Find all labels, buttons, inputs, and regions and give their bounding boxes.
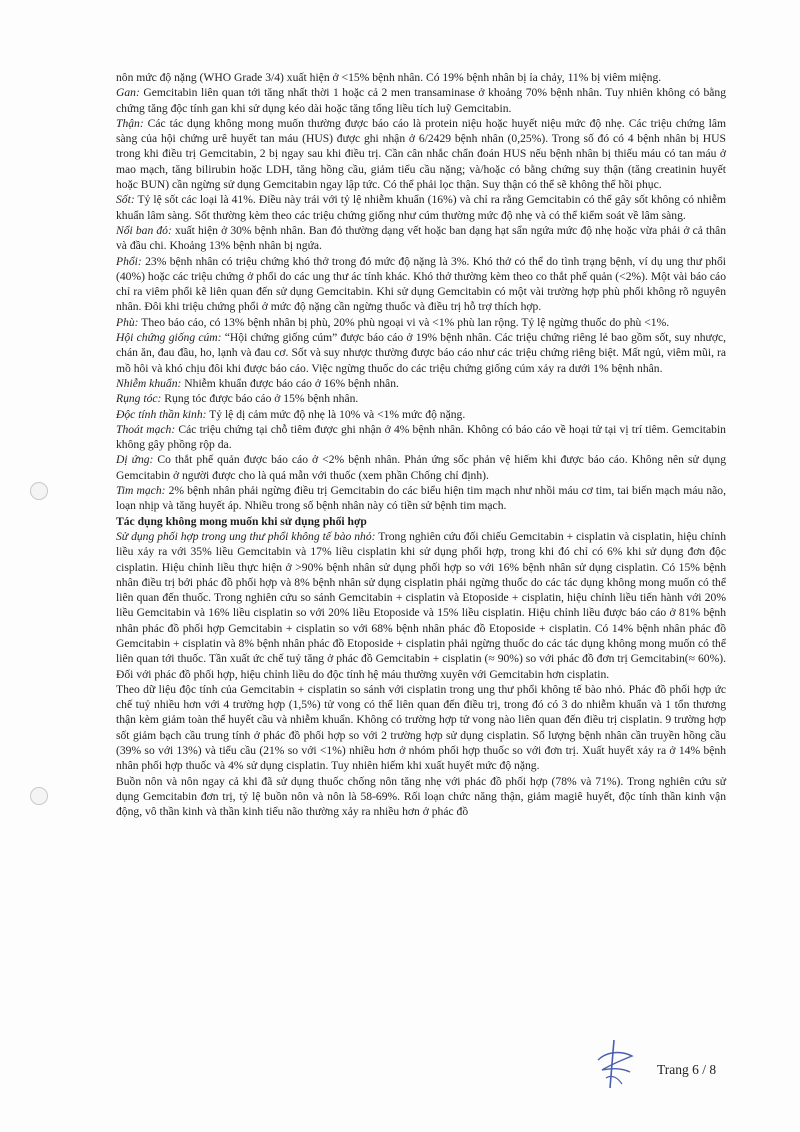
paragraph: [116, 85, 726, 116]
paragraph-label: Rụng tóc:: [116, 392, 162, 406]
page-number: Trang 6 / 8: [657, 1062, 717, 1077]
adverse-effects-list: [116, 70, 726, 514]
paragraph: [116, 682, 726, 774]
paragraph-label: Hội chứng giống cúm:: [116, 331, 222, 345]
paragraph-text: 23% bệnh nhân có triệu chứng khó thở trong đó mức độ nặng là 3%. Khó thở có thể do tình trạng bệnh, ví dụ ung thư phổi (40%) hoặc các triệu chứng ở phổi do các ung thư ác tính khác. Khó thở thường kèm theo co thắt phế quản (<2%). Một vài báo cáo chỉ ra viêm phổi kẽ liên quan đến sử dụng Gemcitabin. Khi sử dụng Gemcitabin có một vài trường hợp phù phổi không rõ nguyên nhân. Đôi khi triệu chứng phổi ở mức độ nặng cần ngừng thuốc và điều trị hỗ trợ thích hợp.: [116, 254, 726, 314]
paragraph: [116, 70, 726, 85]
paragraph: [116, 223, 726, 254]
signature-initial: [592, 1038, 636, 1090]
paragraph-text: Trong nghiên cứu đối chiếu Gemcitabin + cisplatin và cisplatin, hiệu chỉnh liều xảy ra với 35% liều Gemcitabin và 17% liều cisplatin khi sử dụng phối hợp, trong khi đó chỉ có 6% khi sử dụng đơn độc cisplatin. Hiệu chỉnh liều thực hiện ở >90% bệnh nhân sử dụng phối hợp so với 16% bệnh nhân sử dụng cisplatin. Có 15% bệnh nhân điều trị bởi phác đồ phối hợp và 8% bệnh nhân sử dụng cisplatin phải ngừng thuốc do các tác dụng không mong muốn có thể liên quan đến thuốc. Trong nghiên cứu so sánh Gemcitabin + cisplatin và Etoposide + cisplatin, hiệu chỉnh liều tiến hành với 20% liều Gemcitabin và 16% liều cisplatin so với 20% liều Etoposide và 15% liều cisplatin. Hiệu chỉnh liều được báo cáo ở 81% bệnh nhân phác đồ phối hợp Gemcitabin + cisplatin so với 68% bệnh nhân phác đồ Etoposide + cisplatin. Có 14% bệnh nhân phác đồ Gemcitabin + cisplatin và 8% bệnh nhân phác đồ Etoposide + cisplatin phải ngừng thuốc do các tác dụng không mong muốn có thể liên quan tới thuốc. Tần xuất ức chế tuỷ tăng ở phác đồ Gemcitabin + cisplatin (≈ 90%) so với phác đồ đơn trị Gemcitabin(≈ 60%). Đối với phác đồ phối hợp, hiệu chỉnh liều do độc tính hệ máu thường xuyên với Gemcitabin hơn cisplatin.: [116, 529, 726, 681]
document-body: [116, 70, 726, 820]
paragraph-label: Nổi ban đỏ:: [116, 223, 172, 237]
paragraph: [116, 483, 726, 514]
combination-effects-list: [116, 529, 726, 820]
paragraph-text: xuất hiện ở 30% bệnh nhân. Ban đỏ thường dạng vết hoặc ban dạng hạt sẩn ngứa mức độ nhẹ hoặc vừa phải ở cả thân và đầu chi. Khoảng 13% bệnh nhân bị ngứa.: [116, 223, 726, 253]
paragraph-text: Tỷ lệ sốt các loại là 41%. Điều này trái với tỷ lệ nhiễm khuẩn (16%) và chỉ ra rằng Gemcitabin có thể gây sốt không có nhiễm khuẩn lâm sàng. Sốt thường kèm theo các triệu chứng giống như cúm thường mức độ nhẹ và có thể kiểm soát về lâm sàng.: [116, 193, 726, 222]
paragraph: [116, 529, 726, 682]
paragraph: [116, 254, 726, 315]
paragraph-text: nôn mức độ nặng (WHO Grade 3/4) xuất hiện ở <15% bệnh nhân. Có 19% bệnh nhân bị ỉa chảy, 11% bị viêm miệng.: [116, 71, 662, 84]
paragraph: [116, 391, 726, 406]
paragraph-label: Tim mạch:: [116, 484, 166, 498]
paragraph-label: Sử dụng phối hợp trong ung thư phổi không tế bào nhỏ:: [116, 529, 376, 543]
paragraph: [116, 315, 726, 330]
paragraph-label: Thận:: [116, 116, 144, 130]
paragraph-label: Nhiễm khuẩn:: [116, 376, 182, 390]
paragraph-label: Phù:: [116, 315, 139, 329]
paragraph-text: Gemcitabin liên quan tới tăng nhất thời 1 hoặc cả 2 men transaminase ở khoảng 70% bệnh nhân. Tuy nhiên không có bằng chứng tăng độc tính gan khi sử dụng kéo dài hoặc tăng tổng liều tích luỹ Gemcitabin.: [116, 86, 726, 115]
paragraph-text: Theo báo cáo, có 13% bệnh nhân bị phù, 20% phù ngoại vi và <1% phù lan rộng. Tỷ lệ ngừng thuốc do phù <1%.: [138, 315, 670, 329]
paragraph-text: 2% bệnh nhân phải ngừng điều trị Gemcitabin do các biểu hiện tim mạch như nhồi máu cơ tim, tai biến mạch máu não, loạn nhịp và tăng huyết áp. Nhiều trong số bệnh nhân này có tiền sử bệnh tim mạch.: [116, 484, 726, 513]
paragraph-label: Sốt:: [116, 193, 135, 207]
paragraph: [116, 376, 726, 391]
paragraph: [116, 407, 726, 422]
paragraph-text: Rụng tóc được báo cáo ở 15% bệnh nhân.: [161, 392, 359, 406]
binder-hole-top: [30, 482, 48, 500]
paragraph-label: Dị ứng:: [116, 453, 154, 467]
paragraph-label: Thoát mạch:: [116, 422, 176, 436]
section-heading: Tác dụng không mong muốn khi sử dụng phối hợp: [116, 514, 367, 528]
paragraph: [116, 116, 726, 192]
paragraph-label: Gan:: [116, 86, 140, 100]
paragraph: [116, 452, 726, 483]
paragraph-label: Phổi:: [116, 254, 142, 268]
binder-hole-bottom: [30, 787, 48, 805]
paragraph-text: Các triệu chứng tại chỗ tiêm được ghi nhận ở 4% bệnh nhân. Không có báo cáo về hoại tử tại vị trí tiêm. Gemcitabin không gây phồng rộp da.: [116, 422, 726, 452]
paragraph-text: Các tác dụng không mong muốn thường được báo cáo là protein niệu hoặc huyết niệu mức độ nhẹ. Các triệu chứng lâm sàng của hội chứng urê huyết tan máu (HUS) được ghi nhận ở 6/2429 bệnh nhân (0,25%). Trong số đó có 4 bệnh nhân bị HUS trong khi điều trị Gemcitabin, 2 bị ngay sau khi điều trị. Cần cân nhắc chẩn đoán HUS nếu bệnh nhân bị thiếu máu có tan máu ở mao mạch, tăng bilirubin hoặc LDH, tăng hồng cầu, giảm tiểu cầu nặng; và/hoặc có bằng chứng suy thận (tăng creatinin huyết hoặc BUN) cần ngừng sử dụng Gemcitabin ngay lập tức. Có thể phải lọc thận. Suy thận có thể sẽ không thể hồi phục.: [116, 116, 726, 192]
paragraph-text: Co thắt phế quản được báo cáo ở <2% bệnh nhân. Phản ứng sốc phản vệ hiếm khi được báo cáo. Không nên sử dụng Gemcitabin ở người được cho là quá mẫn với thuốc (xem phần Chống chỉ định).: [116, 453, 726, 482]
paragraph-text: Tỷ lệ dị cảm mức độ nhẹ là 10% và <1% mức độ nặng.: [206, 407, 466, 421]
paragraph: [116, 330, 726, 376]
paragraph: [116, 774, 726, 820]
paragraph-text: “Hội chứng giống cúm” được báo cáo ở 19% bệnh nhân. Các triệu chứng riêng lẻ bao gồm sốt, suy nhược, chán ăn, đau đầu, ho, lạnh và đau cơ. Sốt và suy nhược thường được báo cáo như các triệu chứng riêng biệt. Mất ngủ, viêm mũi, ra mồ hôi và khó chịu đôi khi được báo cáo. Việc ngừng thuốc do các triệu chứng giống cúm xảy ra dưới 1% bệnh nhân.: [116, 331, 726, 375]
paragraph-text: Buồn nôn và nôn ngay cả khi đã sử dụng thuốc chống nôn tăng nhẹ với phác đồ phối hợp (78% và 71%). Trong nghiên cứu sử dụng Gemcitabin đơn trị, tỷ lệ buồn nôn và nôn là 58-69%. Rối loạn chức năng thận, giảm magiê huyết, độc tính thần kinh vận động, vô thần kinh và thần kinh tiểu não thường xảy ra nhiều hơn ở phác đồ: [116, 774, 726, 819]
paragraph: [116, 422, 726, 453]
paragraph-text: Nhiễm khuẩn được báo cáo ở 16% bệnh nhân.: [181, 376, 399, 390]
paragraph: [116, 192, 726, 223]
paragraph-label: Độc tính thần kinh:: [116, 407, 207, 421]
paragraph-text: Theo dữ liệu độc tính của Gemcitabin + cisplatin so sánh với cisplatin trong ung thư phổi không tế bào nhỏ. Phác đồ phối hợp ức chế tuỷ nhiều hơn với 4 trường hợp (1,5%) tử vong có thể liên quan đến điều trị, trong đó có 3 do nhiễm khuẩn và 1 tổn thương thận kèm giảm toàn thể huyết cầu và nhiễm khuẩn. Không có trường hợp tử vong nào liên quan đến điều trị cisplatin. 9 trường hợp sốt giảm bạch cầu trung tính ở phác đồ phối hợp so với 2 trường hợp sử dụng cisplatin. Số lượng bệnh nhân cần truyền hồng cầu (39% so với 13%) và tiểu cầu (21% so với <1%) nhiều hơn ở nhóm phối hợp thuốc so với đơn trị. Xuất huyết xảy ra ở 14% bệnh nhân phối hợp thuốc và 4% sử dụng cisplatin. Tuy nhiên hiếm khi xuất huyết mức độ nặng.: [116, 682, 726, 773]
